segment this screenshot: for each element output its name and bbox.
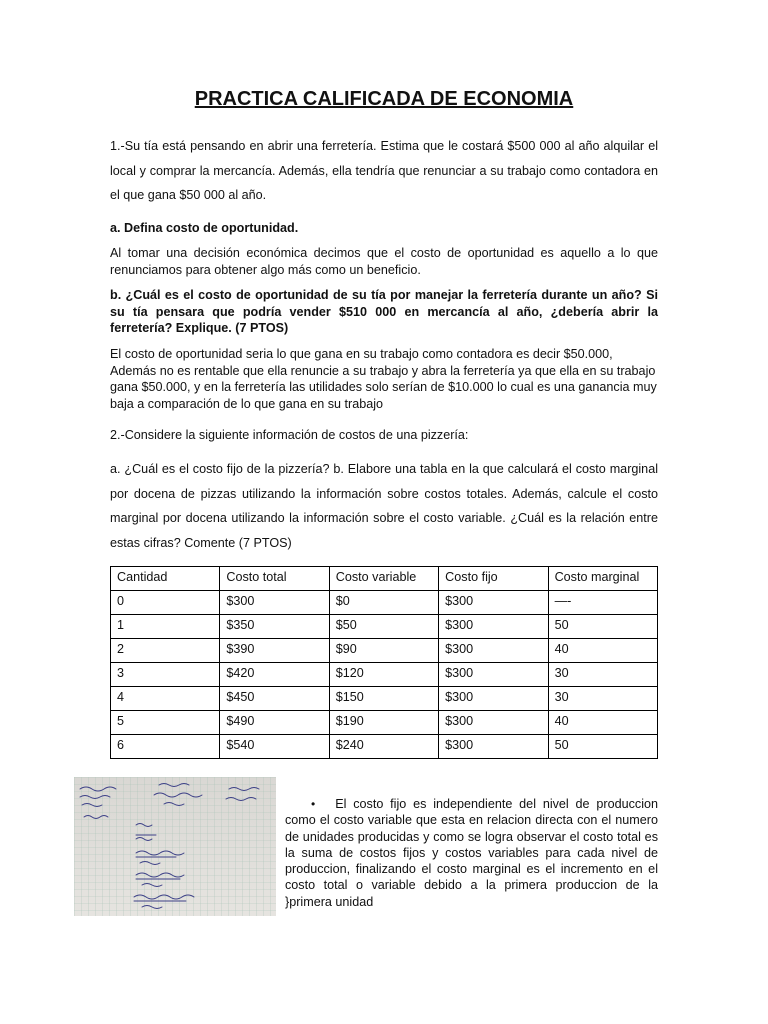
handwritten-notes-photo	[74, 777, 276, 916]
conclusion-paragraph	[285, 796, 658, 910]
table-cell: 30	[548, 663, 657, 687]
table-header-cell: Costo total	[220, 567, 329, 591]
table-row	[111, 615, 658, 639]
table-cell: $190	[329, 711, 438, 735]
table-row	[111, 639, 658, 663]
table-cell: 40	[548, 711, 657, 735]
table-cell: $240	[329, 735, 438, 759]
table-cell: $490	[220, 711, 329, 735]
table-cell: $350	[220, 615, 329, 639]
table-cell: $300	[439, 615, 548, 639]
table-cell: 6	[111, 735, 220, 759]
table-cell: $450	[220, 687, 329, 711]
page-title: PRACTICA CALIFICADA DE ECONOMIA	[194, 88, 574, 110]
table-cell: $300	[439, 735, 548, 759]
table-cell: $0	[329, 591, 438, 615]
table-row	[111, 687, 658, 711]
table-cell: 4	[111, 687, 220, 711]
table-row	[111, 591, 658, 615]
table-cell: $300	[439, 687, 548, 711]
table-row	[111, 711, 658, 735]
table-cell: $300	[220, 591, 329, 615]
table-cell: $120	[329, 663, 438, 687]
table-cell: $300	[439, 591, 548, 615]
table-cell: $50	[329, 615, 438, 639]
table-cell: $150	[329, 687, 438, 711]
bullet-point: •	[311, 797, 316, 811]
question-1b: b. ¿Cuál es el costo de oportunidad de su tía por manejar la ferretería durante un año? Si su tía pensara que podría vender $510 000 en mercancía al año, ¿debería abrir la ferretería? Explique. (7 PTOS)	[110, 288, 658, 335]
question-2-intro: 2.-Considere la siguiente información de costos de una pizzería:	[110, 428, 469, 442]
table-cell: $90	[329, 639, 438, 663]
question-1-intro: 1.-Su tía está pensando en abrir una ferretería. Estima que le costará $500 000 al año alquilar el local y comprar la mercancía. Además, ella tendría que renunciar a su trabajo como contadora en el que gana $50 000 al año.	[110, 139, 658, 202]
table-cell: 30	[548, 687, 657, 711]
answer-1a: Al tomar una decisión económica decimos que el costo de oportunidad es aquello a lo que renunciamos para obtener algo más como un beneficio.	[110, 246, 658, 277]
table-cell: $390	[220, 639, 329, 663]
table-cell: 1	[111, 615, 220, 639]
table-cell: 5	[111, 711, 220, 735]
table-row	[111, 663, 658, 687]
answer-1b: El costo de oportunidad seria lo que gana en su trabajo como contadora es decir $50.000, Además no es rentable que ella renuncie a su trabajo y abra la ferretería ya que ella en su trabajo gana $50.000, y en la ferretería las utilidades solo serían de $10.000 lo cual es una ganancia muy baja a comparación de lo que gana en su trabajo	[110, 347, 657, 411]
table-cell: 40	[548, 639, 657, 663]
table-cell: 2	[111, 639, 220, 663]
table-header-row	[111, 567, 658, 591]
cost-table	[110, 566, 658, 759]
question-2-text: a. ¿Cuál es el costo fijo de la pizzería? b. Elabore una tabla en la que calculará el costo marginal por docena de pizzas utilizando la información sobre costos totales. Además, calcule el costo marginal por docena utilizando la información sobre el costo variable. ¿Cuál es la relación entre estas cifras? Comente (7 PTOS)	[110, 462, 658, 550]
table-cell: $540	[220, 735, 329, 759]
table-cell: —-	[548, 591, 657, 615]
graph-paper-sketch	[74, 777, 276, 916]
conclusion-text: El costo fijo es independiente del nivel de produccion como el costo variable que esta en relacion directa con el numero de unidades producidas y como se logra observar el costo total es la suma de costos fijos y costos variables para cada nivel de produccion, finalizando el costo marginal es el incremento en el costo total o variable debido a la primera produccion de la }primera unidad	[285, 797, 658, 909]
table-cell: 0	[111, 591, 220, 615]
table-cell: $300	[439, 711, 548, 735]
table-header-cell: Cantidad	[111, 567, 220, 591]
table-cell: 50	[548, 615, 657, 639]
table-cell: $420	[220, 663, 329, 687]
table-header-cell: Costo variable	[329, 567, 438, 591]
table-cell: $300	[439, 639, 548, 663]
table-header-cell: Costo fijo	[439, 567, 548, 591]
table-header-cell: Costo marginal	[548, 567, 657, 591]
table-cell: 50	[548, 735, 657, 759]
table-cell: $300	[439, 663, 548, 687]
table-row	[111, 735, 658, 759]
table-cell: 3	[111, 663, 220, 687]
question-1a: a. Defina costo de oportunidad.	[110, 221, 299, 235]
